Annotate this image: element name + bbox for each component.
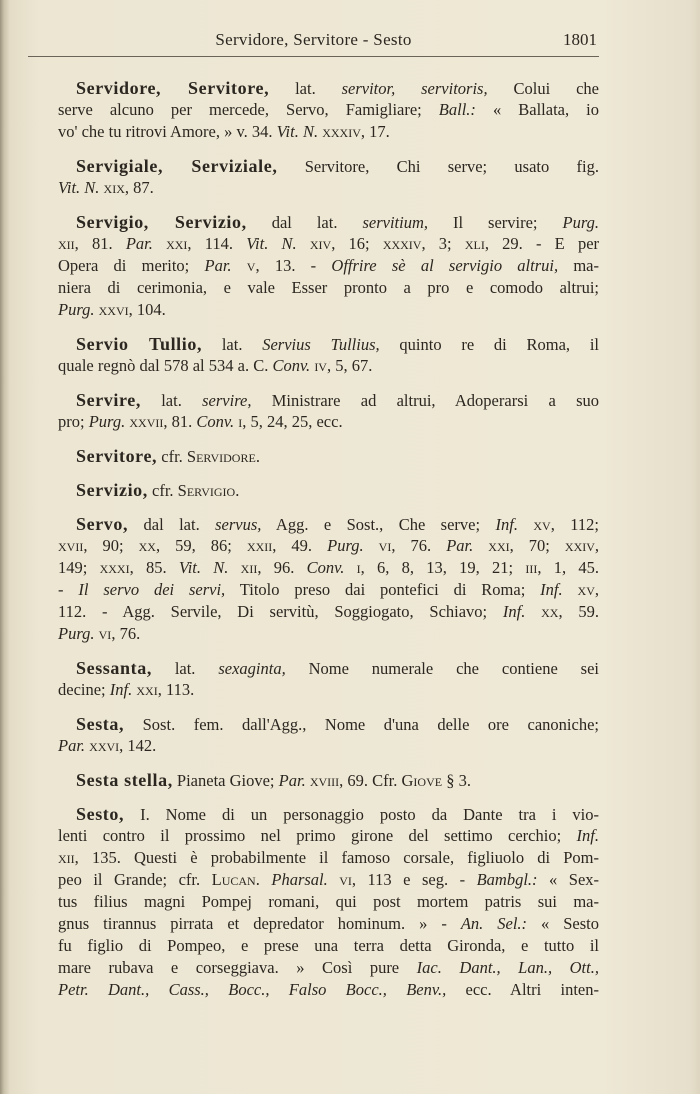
italic-text: Par. — [204, 256, 232, 275]
headword: Sesta, — [76, 714, 125, 734]
italic-text: sexaginta, — [218, 659, 286, 678]
text-line — [58, 601, 599, 623]
text-line — [58, 891, 599, 913]
small-caps-text: Lucan — [211, 870, 256, 889]
text: « Sesto — [527, 914, 599, 933]
dictionary-entry — [58, 445, 599, 467]
text: Nome numerale che contiene sei — [285, 659, 599, 678]
text: , 114. — [187, 234, 247, 253]
text: , 3; — [421, 234, 465, 253]
dictionary-entry — [58, 333, 599, 377]
dictionary-entry — [58, 155, 599, 199]
text — [328, 870, 340, 889]
italic-text: Conv. — [272, 356, 311, 375]
italic-text: Purg. — [88, 412, 126, 431]
text: lat. — [202, 335, 263, 354]
text: lat. — [151, 659, 219, 678]
text: niera di cerimonia, e vale Esser pronto a pro e comodo altrui; — [58, 278, 599, 297]
small-caps-text: xxi — [488, 536, 510, 555]
small-caps-text: xxii — [246, 536, 273, 555]
italic-text: Petr. Dant., Cass., Bocc., Falso Bocc., Benv., — [58, 980, 447, 999]
text — [232, 256, 247, 275]
text — [344, 558, 356, 577]
text: , 16; — [331, 234, 383, 253]
dictionary-entry — [58, 713, 599, 757]
italic-text: servire, — [202, 391, 252, 410]
text-line — [58, 445, 599, 467]
italic-text: Servius Tullius, — [262, 335, 380, 354]
text: dal lat. — [128, 515, 216, 534]
text-line — [58, 579, 599, 601]
small-caps-text: xii — [240, 558, 258, 577]
small-caps-text: xxiv — [564, 536, 595, 555]
text-line — [58, 679, 599, 701]
text-line — [58, 355, 599, 377]
italic-text: Vit. N. — [246, 234, 297, 253]
italic-text: Offrire sè al servigio altrui, — [331, 256, 559, 275]
running-header — [28, 28, 599, 57]
headword: Sesto, — [76, 804, 125, 824]
text-line — [58, 869, 599, 891]
text — [153, 234, 166, 253]
dictionary-entry — [58, 769, 599, 791]
text: , 17. — [360, 122, 390, 141]
headword: Sessanta, — [76, 658, 152, 678]
text-line — [58, 623, 599, 645]
text: , 49. — [272, 536, 328, 555]
text: lat. — [140, 391, 203, 410]
text-line — [58, 411, 599, 433]
text: Sost. fem. dall'Agg., Nome d'una delle ore canoniche; — [124, 715, 599, 734]
text-line — [58, 299, 599, 321]
text: , 85. — [129, 558, 179, 577]
italic-text: Bambgl.: — [476, 870, 538, 889]
text: , 135. Questi è probabilmente il famoso corsale, figliuolo di Pom- — [74, 848, 599, 867]
small-caps-text: xxxiv — [322, 122, 361, 141]
text: , 59, 86; — [155, 536, 247, 555]
headword: Servio Tullio, — [76, 334, 203, 354]
text: , 69. Cfr. — [339, 771, 402, 790]
small-caps-text: vi — [98, 624, 112, 643]
text: Servitore, Chi serve; usato fig. — [277, 157, 599, 176]
small-caps-text: Giove — [401, 771, 443, 790]
text: Colui che — [487, 79, 599, 98]
page-number: 1801 — [563, 30, 597, 49]
text — [473, 536, 488, 555]
text-line — [58, 177, 599, 199]
text: , 104. — [128, 300, 166, 319]
dictionary-entry — [58, 77, 599, 143]
text-line — [58, 735, 599, 757]
text: « Sex- — [537, 870, 600, 889]
italic-text: Il servo dei servi, — [78, 580, 226, 599]
text: dal lat. — [246, 213, 363, 232]
headword: Servo, — [76, 514, 129, 534]
small-caps-text: xxxi — [99, 558, 130, 577]
small-caps-text: xix — [103, 178, 125, 197]
text-line — [58, 957, 599, 979]
text-line — [58, 769, 599, 791]
small-caps-text: xli — [464, 234, 485, 253]
italic-text: Vit. N. — [58, 178, 100, 197]
small-caps-text: xii — [58, 234, 75, 253]
text: mare rubava e corseggiava. » Così pure — [58, 958, 417, 977]
small-caps-text: xxi — [136, 680, 158, 699]
italic-text: Iac. Dant., Lan., Ott., — [416, 958, 599, 977]
small-caps-text: xii — [58, 848, 75, 867]
text: serve alcuno per mercede, Servo, Famigliare; — [58, 100, 439, 119]
text: gnus tirannus pirrata et depredator hominum. » - — [58, 914, 461, 933]
headword: Sesta stella, — [76, 770, 173, 790]
italic-text: Purg. — [562, 213, 600, 232]
text: pro; — [58, 412, 89, 431]
text-line — [58, 513, 599, 535]
text: , — [594, 580, 599, 599]
text — [525, 602, 541, 621]
small-caps-text: xiv — [309, 234, 332, 253]
text — [518, 515, 533, 534]
text: ecc. Altri inten- — [446, 980, 599, 999]
small-caps-text: iv — [314, 356, 327, 375]
text: , 113 e seg. - — [351, 870, 477, 889]
text-line — [58, 557, 599, 579]
text: , 90; — [83, 536, 139, 555]
dictionary-entry — [58, 389, 599, 433]
running-title: Servidore, Servitore - Sesto — [215, 30, 412, 49]
italic-text: Vit. N. — [276, 122, 319, 141]
text-line — [58, 277, 599, 299]
small-caps-text: xv — [577, 580, 595, 599]
italic-text: servitor, servitoris, — [341, 79, 488, 98]
text: Il servire; — [428, 213, 563, 232]
text: , 70; — [509, 536, 565, 555]
text-line — [58, 847, 599, 869]
text: . — [235, 481, 240, 500]
text: § 3. — [442, 771, 471, 790]
dictionary-entry — [58, 803, 599, 1001]
italic-text: An. Sel.: — [460, 914, 528, 933]
italic-text: Conv. — [196, 412, 235, 431]
text: , 112; — [550, 515, 599, 534]
italic-text: Purg. — [327, 536, 364, 555]
text-line — [58, 657, 599, 679]
text — [364, 536, 379, 555]
italic-text: Inf. — [502, 602, 526, 621]
text: , 1, 45. — [537, 558, 600, 577]
italic-text: Par. — [125, 234, 153, 253]
text: vo' che tu ritrovi Amore, » v. 34. — [58, 122, 277, 141]
small-caps-text: xx — [138, 536, 156, 555]
text-line — [58, 913, 599, 935]
italic-text: Conv. — [306, 558, 345, 577]
small-caps-text: vi — [378, 536, 392, 555]
italic-text: Vit. N. — [178, 558, 229, 577]
small-caps-text: xx — [541, 602, 559, 621]
text: , 29. - E per — [484, 234, 600, 253]
italic-text: Par. — [278, 771, 306, 790]
text: , 5, 67. — [326, 356, 373, 375]
text-line — [58, 803, 599, 825]
italic-text: servus, — [215, 515, 262, 534]
small-caps-text: xxxiv — [382, 234, 422, 253]
text-line — [58, 535, 599, 557]
dictionary-entry — [58, 211, 599, 321]
text-line — [58, 77, 599, 99]
headword: Servire, — [76, 390, 141, 410]
text: peo il Grande; cfr. — [58, 870, 212, 889]
text: quinto re di Roma, il — [379, 335, 599, 354]
italic-text: Purg. — [58, 624, 95, 643]
text: Ministrare ad altrui, Adoperarsi a suo — [251, 391, 599, 410]
text: , 96. — [257, 558, 307, 577]
dictionary-entry — [58, 657, 599, 701]
italic-text: Par. — [58, 736, 86, 755]
text: , 6, 8, 13, 19, 21; — [360, 558, 526, 577]
text-line — [58, 935, 599, 957]
text: lat. — [269, 79, 342, 98]
text: Opera di merito; — [58, 256, 205, 275]
text: , 87. — [124, 178, 154, 197]
text: I. Nome di un personaggio posto da Dante tra i vio- — [124, 805, 599, 824]
small-caps-text: xxi — [166, 234, 188, 253]
small-caps-text: vi — [339, 870, 352, 889]
text: , 5, 24, 25, ecc. — [242, 412, 343, 431]
text: , 13. - — [255, 256, 332, 275]
text: , — [594, 536, 600, 555]
text: cfr. — [157, 447, 187, 466]
text: lenti contro il prossimo nel primo girone del settimo cerchio; — [58, 826, 577, 845]
small-caps-text: xxvi — [89, 736, 120, 755]
small-caps-text: Servigio — [177, 481, 236, 500]
text — [563, 580, 578, 599]
small-caps-text: xxvi — [98, 300, 129, 319]
text: quale regnò dal 578 al 534 a. C. — [58, 356, 273, 375]
headword: Servigiale, Serviziale, — [76, 156, 278, 176]
text: - — [58, 580, 79, 599]
text: tus filius magni Pompej romani, qui post mortem patris sui ma- — [58, 892, 599, 911]
dictionary-entry — [58, 513, 599, 645]
italic-text: servitium, — [362, 213, 428, 232]
headword: Servidore, Servitore, — [76, 78, 270, 98]
text — [297, 234, 310, 253]
text: cfr. — [147, 481, 178, 500]
text: decine; — [58, 680, 110, 699]
text-line — [58, 479, 599, 501]
text: , 142. — [119, 736, 157, 755]
text: , 81. — [163, 412, 197, 431]
italic-text: Ball.: — [438, 100, 476, 119]
italic-text: Purg. — [58, 300, 95, 319]
text: . — [255, 447, 260, 466]
text-line — [58, 389, 599, 411]
small-caps-text: xviii — [309, 771, 340, 790]
italic-text: Inf. — [109, 680, 133, 699]
text: « Ballata, io — [475, 100, 599, 119]
italic-text: Inf. — [576, 826, 599, 845]
italic-text: Pharsal. — [271, 870, 328, 889]
text: . — [255, 870, 272, 889]
text: , 59. — [558, 602, 599, 621]
text: , 81. — [74, 234, 126, 253]
text-line — [58, 155, 599, 177]
small-caps-text: Servidore — [186, 447, 256, 466]
text — [228, 558, 240, 577]
text: 112. - Agg. Servile, Di servitù, Soggiogato, Schiavo; — [58, 602, 503, 621]
small-caps-text: xvii — [58, 536, 84, 555]
text: Pianeta Giove; — [172, 771, 279, 790]
text-line — [58, 713, 599, 735]
text: , 76. — [391, 536, 447, 555]
text-line — [58, 233, 599, 255]
text: Agg. e Sost., Che serve; — [261, 515, 496, 534]
text: fu figlio di Pompeo, e prese una terra detta Gironda, e tutto il — [58, 936, 599, 955]
small-caps-text: xv — [533, 515, 551, 534]
text: 149; — [58, 558, 100, 577]
italic-text: Par. — [446, 536, 474, 555]
headword: Servigio, Servizio, — [76, 212, 247, 232]
italic-text: Inf. — [495, 515, 518, 534]
text-line — [58, 211, 599, 233]
dictionary-entries — [58, 77, 599, 1013]
text-line — [58, 333, 599, 355]
dictionary-entry — [58, 479, 599, 501]
text: , 113. — [157, 680, 195, 699]
small-caps-text: i — [356, 558, 361, 577]
text: Titolo preso dai pontefici di Roma; — [225, 580, 541, 599]
text-line — [58, 121, 599, 143]
text-line — [58, 979, 599, 1001]
text-line — [58, 825, 599, 847]
small-caps-text: iii — [525, 558, 538, 577]
text: , 76. — [111, 624, 141, 643]
text: ma- — [558, 256, 599, 275]
italic-text: Inf. — [540, 580, 563, 599]
text-line — [58, 99, 599, 121]
small-caps-text: i — [238, 412, 243, 431]
small-caps-text: v — [246, 256, 256, 275]
headword: Servizio, — [76, 480, 148, 500]
headword: Servitore, — [76, 446, 158, 466]
text-line — [58, 255, 599, 277]
small-caps-text: xxvii — [129, 412, 164, 431]
